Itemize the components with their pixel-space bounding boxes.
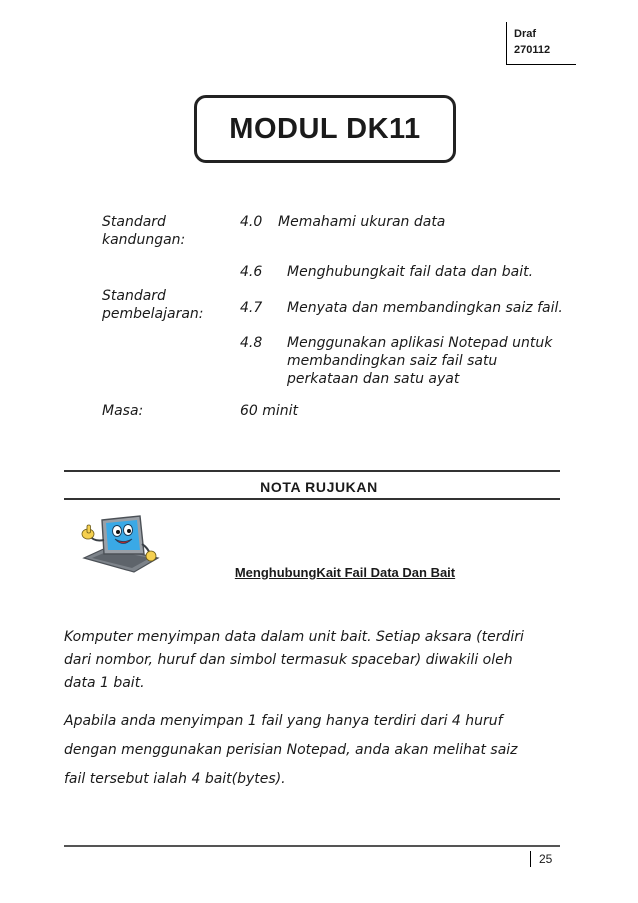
standard-kandungan-label-line1: Standard xyxy=(102,214,166,230)
standard-pembelajaran-label-line2: pembelajaran: xyxy=(102,306,204,322)
standard-kandungan-label-line2: kandungan: xyxy=(102,232,186,248)
module-title-box xyxy=(194,95,456,163)
objective-line: Menyata dan membandingkan saiz fail. xyxy=(287,300,563,316)
objective-text-4-6 xyxy=(287,263,587,281)
draft-word: Draf xyxy=(514,28,537,40)
objective-line: Menggunakan aplikasi Notepad untuk xyxy=(287,335,553,351)
section-heading: MenghubungKait Fail Data Dan Bait xyxy=(234,565,456,580)
module-title: MODUL DK11 xyxy=(229,112,421,145)
masa-value: 60 minit xyxy=(240,403,299,419)
standard-pembelajaran-label-line1: Standard xyxy=(102,288,166,304)
standard-pembelajaran-label xyxy=(102,287,204,323)
paragraph-line: dari nombor, huruf dan simbol termasuk spacebar) diwakili oleh xyxy=(64,652,513,668)
objective-line: membandingkan saiz fail satu xyxy=(287,353,498,369)
paragraph-1 xyxy=(64,626,561,695)
standard-kandungan-label xyxy=(102,213,185,249)
nota-top-rule xyxy=(64,470,560,472)
objective-text-4-8 xyxy=(287,334,587,388)
objective-number-4-6: 4.6 xyxy=(240,264,263,280)
paragraph-line: fail tersebut ialah 4 bait(bytes). xyxy=(64,771,286,787)
standard-kandungan-number: 4.0 xyxy=(240,214,263,230)
objective-line: Menghubungkait fail data dan bait. xyxy=(287,264,534,280)
objective-number-4-7: 4.7 xyxy=(240,300,263,316)
paragraph-line: dengan menggunakan perisian Notepad, anda akan melihat saiz xyxy=(64,742,518,758)
nota-bottom-rule xyxy=(64,498,560,500)
objective-text-4-7 xyxy=(287,299,587,317)
nota-rujukan-heading: NOTA RUJUKAN xyxy=(260,479,378,495)
draft-label xyxy=(506,22,576,65)
draft-date: 270112 xyxy=(514,44,551,56)
standard-kandungan-text: Memahami ukuran data xyxy=(278,214,446,230)
footer-rule xyxy=(64,845,560,847)
paragraph-2 xyxy=(64,707,561,794)
paragraph-line: Komputer menyimpan data dalam unit bait. Setiap aksara (terdiri xyxy=(64,629,524,645)
page-number: 25 xyxy=(530,851,561,867)
paragraph-line: Apabila anda menyimpan 1 fail yang hanya terdiri dari 4 huruf xyxy=(64,713,503,729)
objective-number-4-8: 4.8 xyxy=(240,335,263,351)
masa-label: Masa: xyxy=(102,403,144,419)
objective-line: perkataan dan satu ayat xyxy=(287,371,460,387)
paragraph-line: data 1 bait. xyxy=(64,675,145,691)
